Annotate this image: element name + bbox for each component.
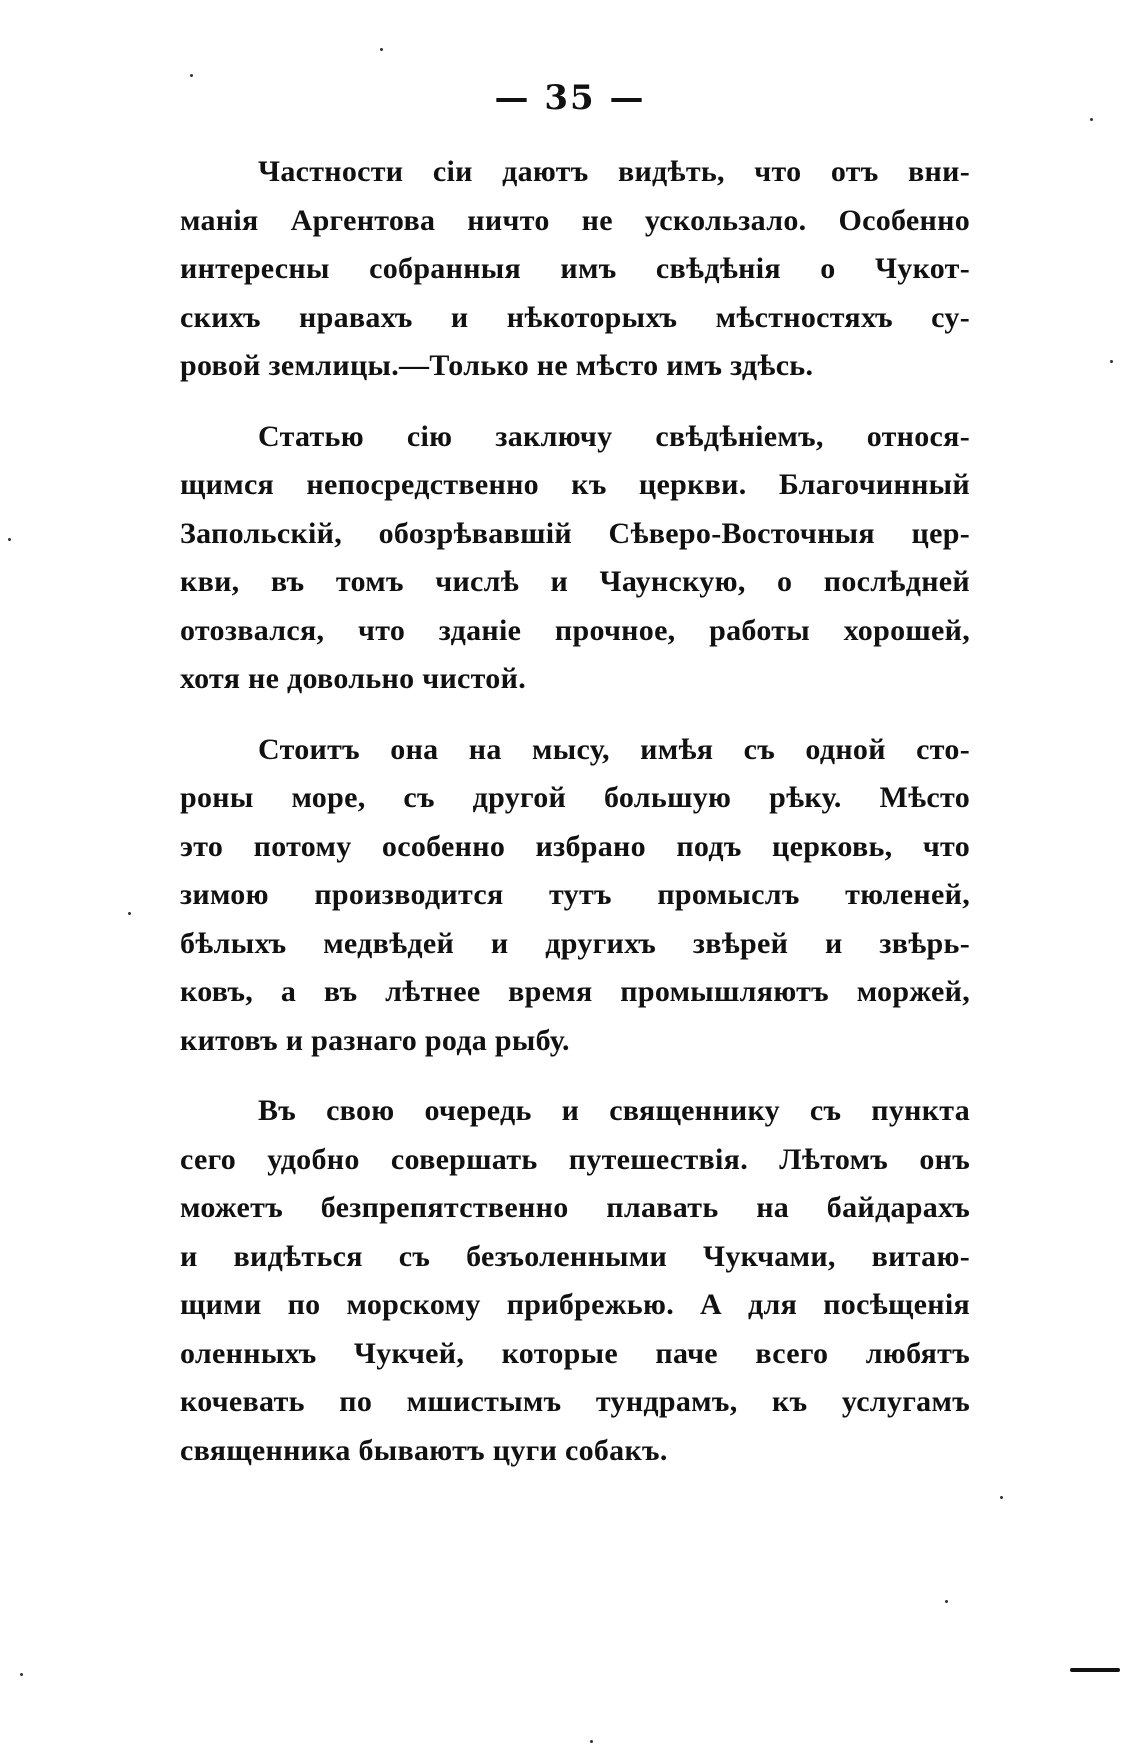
text-line: щими по морскому прибрежью. А для посѣщенія — [180, 1288, 970, 1321]
text-line: можетъ безпрепятственно плавать на байдарахъ — [180, 1191, 970, 1224]
text-line: китовъ и разнаго рода рыбу. — [180, 1023, 570, 1057]
text-line: Стоитъ она на мысу, имѣя съ одной сто- — [258, 732, 970, 766]
text-line: зимою производится тутъ промыслъ тюленей, — [180, 878, 970, 911]
text-line: манія Аргентова ничто не ускользало. Особенно — [180, 203, 970, 237]
text-line: скихъ нравахъ и нѣкоторыхъ мѣстностяхъ су- — [180, 300, 970, 334]
text-line: Статью сію заключу свѣдѣніемъ, относя- — [258, 419, 970, 453]
scan-speck — [1110, 360, 1113, 363]
scan-dash — [1070, 1668, 1120, 1672]
body-text — [180, 148, 970, 1497]
text-line: Частности сіи даютъ видѣть, что отъ вни- — [258, 155, 970, 188]
page-number: — 35 — — [494, 78, 646, 118]
scan-speck — [1000, 1496, 1003, 1499]
scan-speck — [128, 912, 131, 915]
text-line: и видѣться съ безъоленными Чукчами, витаю- — [180, 1239, 970, 1273]
scan-speck — [590, 1740, 593, 1743]
scan-speck — [20, 1673, 23, 1676]
scan-speck — [1090, 118, 1093, 121]
text-line: ровой землицы.—Только не мѣсто имъ здѣсь. — [180, 349, 814, 382]
paragraph-2 — [180, 413, 970, 704]
scan-speck — [945, 1600, 948, 1603]
text-line: Въ свою очередь и священнику съ пункта — [258, 1094, 970, 1127]
text-line: священника бываютъ цуги собакъ. — [180, 1433, 668, 1467]
text-line: кочевать по мшистымъ тундрамъ, къ услугамъ — [180, 1385, 970, 1418]
text-line: кви, въ томъ числѣ и Чаунскую, о послѣдней — [180, 565, 970, 598]
scan-speck — [380, 48, 383, 51]
text-line: сего удобно совершать путешествія. Лѣтомъ онъ — [180, 1142, 970, 1176]
text-line: щимся непосредственно къ церкви. Благочинный — [180, 468, 970, 501]
text-line: интересны собранныя имъ свѣдѣнія о Чукот- — [180, 252, 970, 285]
paragraph-1 — [180, 148, 970, 391]
text-line: Запольскій, обозрѣвавшій Сѣверо-Восточныя цер- — [180, 516, 970, 550]
paragraph-3 — [180, 726, 970, 1066]
text-line: бѣлыхъ медвѣдей и другихъ звѣрей и звѣрь- — [180, 926, 970, 960]
scan-speck — [190, 74, 193, 77]
text-line: это потому особенно избрано подъ церковь, что — [180, 829, 970, 863]
text-line: роны море, съ другой большую рѣку. Мѣсто — [180, 781, 970, 814]
scan-speck — [8, 538, 11, 541]
text-line: хотя не довольно чистой. — [180, 662, 526, 695]
text-line: оленныхъ Чукчей, которые паче всего любятъ — [180, 1336, 970, 1370]
text-line: ковъ, а въ лѣтнее время промышляютъ моржей, — [180, 975, 970, 1008]
text-line: отозвался, что зданіе прочное, работы хорошей, — [180, 613, 970, 647]
paragraph-4 — [180, 1087, 970, 1475]
